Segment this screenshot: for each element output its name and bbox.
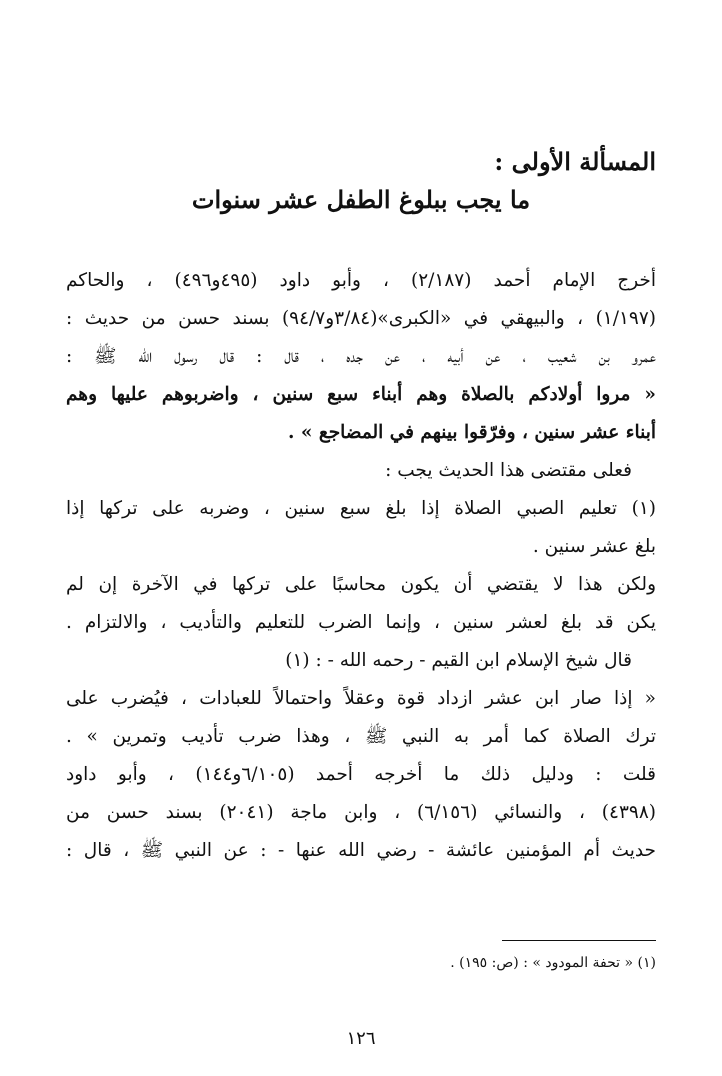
hadith-quote-line: أبناء عشر سنين ، وفرّقوا بينهم في المضاجع » .	[287, 422, 656, 443]
text-line: بلغ عشر سنين .	[532, 536, 656, 557]
text-line: ولكن هذا لا يقتضي أن يكون محاسبًا على تركها في الآخرة إن لم	[66, 574, 656, 595]
text-line: يكن قد بلغ لعشر سنين ، وإنما الضرب للتعليم والتأديب ، والالتزام .	[66, 612, 656, 633]
text-line: فعلى مقتضى هذا الحديث يجب :	[385, 460, 632, 481]
section-title: ما يجب ببلوغ الطفل عشر سنوات	[191, 185, 531, 214]
body-text	[66, 262, 656, 870]
hadith-quote-line: « مروا أولادكم بالصلاة وهم أبناء سبع سنين ، واضربوهم عليها وهم	[66, 384, 656, 405]
page-number: ١٢٦	[346, 1028, 376, 1049]
section-label: المسألة الأولى :	[494, 147, 656, 176]
text-line: قال شيخ الإسلام ابن القيم - رحمه الله - : (١)	[285, 650, 632, 671]
text-line: (٤٣٩٨) ، والنسائي (٦/١٥٦) ، وابن ماجة (٢٠٤١) بسند حسن من	[66, 802, 656, 823]
quote-line: ترك الصلاة كما أمر به النبي ﷺ ، وهذا ضرب تأديب وتمرين » .	[66, 726, 656, 747]
quote-line: « إذا صار ابن عشر ازداد قوة وعقلاً واحتمالاً للعبادات ، فيُضرب على	[66, 688, 656, 709]
footnote: (١) « تحفة المودود » : (ص: ١٩٥) .	[450, 955, 656, 971]
text-line: (١) تعليم الصبي الصلاة إذا بلغ سبع سنين ، وضربه على تركها إذا	[66, 498, 656, 519]
text-line: (١/١٩٧) ، والبيهقي في «الكبرى»(٣/٨٤و٩٤/٧) بسند حسن من حديث :	[66, 308, 656, 329]
text-line: أخرج الإمام أحمد (٢/١٨٧) ، وأبو داود (٤٩٥و٤٩٦) ، والحاكم	[66, 270, 656, 291]
footnote-divider	[502, 940, 656, 941]
text-line: عمرو بن شعيب ، عن أبيه ، عن جده ، قال : قال رسول الله ﷺ :	[66, 346, 656, 367]
text-line: قلت : ودليل ذلك ما أخرجه أحمد (٦/١٠٥و١٤٤) ، وأبو داود	[66, 764, 656, 785]
text-line: حديث أم المؤمنين عائشة - رضي الله عنها - : عن النبي ﷺ ، قال :	[66, 840, 656, 861]
